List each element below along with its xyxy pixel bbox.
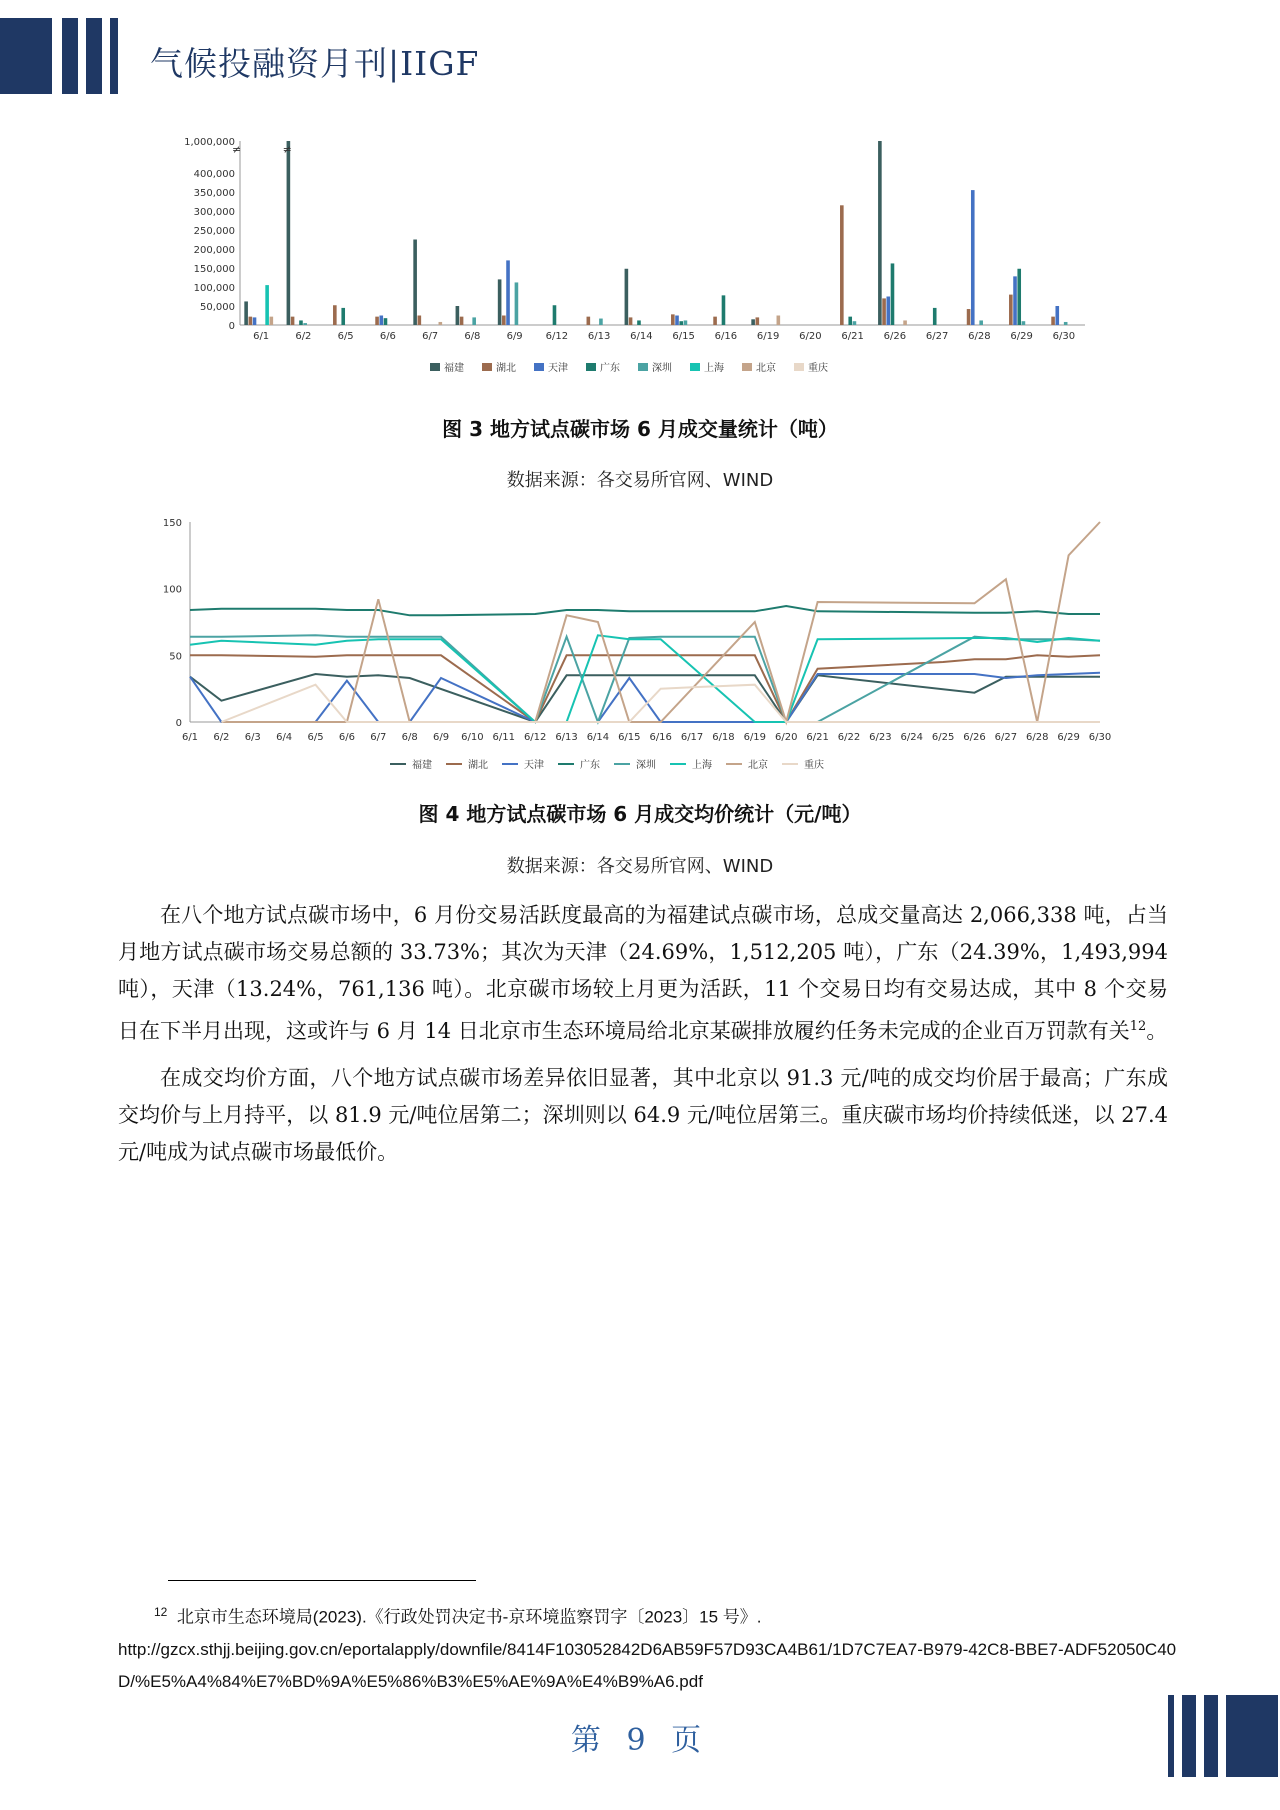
bar: [1013, 276, 1017, 325]
bar: [418, 316, 422, 326]
x-tick-label: 6/24: [900, 732, 923, 743]
price-line-chart: [0, 510, 1280, 790]
x-tick-label: 6/15: [618, 732, 641, 743]
bar: [675, 316, 679, 326]
figure3-caption: 图 3 地方试点碳市场 6 月成交量统计（吨）: [442, 417, 838, 441]
footnote-ref[interactable]: 12: [1129, 1019, 1147, 1034]
legend-label: 福建: [412, 760, 432, 771]
x-tick-label: 6/7: [370, 732, 387, 743]
x-tick-label: 6/6: [338, 732, 355, 743]
bar: [379, 316, 383, 326]
figure4-source: 数据来源：各交易所官网、WIND: [506, 856, 774, 877]
y-tick-label: 350,000: [193, 188, 235, 199]
bar: [1022, 321, 1026, 325]
legend-label: 福建: [444, 363, 464, 374]
bar: [1055, 306, 1059, 325]
x-tick-label: 6/20: [774, 732, 798, 743]
journal-title: 气候投融资月刊|IIGF: [150, 44, 480, 83]
y-tick-label: 250,000: [193, 226, 235, 237]
x-tick-label: 6/30: [1088, 732, 1112, 743]
x-tick-label: 6/13: [555, 732, 578, 743]
legend-label: 北京: [748, 760, 768, 771]
x-tick-label: 6/20: [799, 331, 822, 342]
legend-swatch: [430, 363, 440, 371]
legend-label: 重庆: [808, 363, 828, 374]
y-tick-label: 400,000: [193, 169, 235, 180]
bar: [502, 316, 506, 326]
y-tick-label: 50,000: [200, 302, 235, 313]
legend-label: 广东: [600, 363, 620, 374]
bar: [886, 297, 890, 326]
y-tick-label: 150,000: [193, 264, 235, 275]
bar: [587, 317, 591, 325]
figure4-caption: 图 4 地方试点碳市场 6 月成交均价统计（元/吨）: [418, 802, 862, 826]
page-number: 第 9 页: [570, 1723, 710, 1758]
bar: [679, 321, 683, 325]
bar: [291, 317, 295, 325]
x-tick-label: 6/12: [523, 732, 547, 743]
x-tick-label: 6/12: [545, 331, 569, 342]
paragraph-2: 在成交均价方面，八个地方试点碳市场差异依旧显著，其中北京以 91.3 元/吨的成交均价居于最高；广东成交均价与上月持平，以 81.9 元/吨位居第二；深圳则以 64.9 元/吨位居第三。重庆碳市场均价持续低迷，以 27.4 元/吨成为试点碳市场最低价。: [118, 1066, 1168, 1164]
x-tick-label: 6/19: [756, 331, 780, 342]
bar: [722, 295, 726, 325]
x-tick-label: 6/2: [213, 732, 230, 743]
legend-swatch: [690, 363, 700, 371]
series-line: [190, 655, 1100, 722]
footnote-divider: [168, 1580, 476, 1581]
bar: [460, 317, 464, 325]
x-tick-label: 6/27: [994, 732, 1018, 743]
bar: [384, 318, 388, 325]
x-tick-label: 6/14: [630, 331, 653, 342]
bar: [891, 263, 895, 325]
x-tick-label: 6/7: [422, 331, 439, 342]
legend-swatch: [586, 363, 596, 371]
bar: [629, 317, 633, 325]
bar: [903, 320, 907, 325]
bar: [848, 317, 852, 325]
x-tick-label: 6/21: [806, 732, 829, 743]
y-tick-label: 1,000,000: [184, 137, 235, 148]
x-tick-label: 6/27: [925, 331, 949, 342]
x-tick-label: 6/6: [379, 331, 396, 342]
x-tick-label: 6/21: [841, 331, 864, 342]
legend-label: 上海: [692, 760, 712, 771]
legend-label: 深圳: [636, 760, 656, 771]
x-tick-label: 6/1: [181, 732, 199, 743]
bar: [265, 285, 269, 325]
bar: [625, 269, 629, 325]
x-tick-label: 6/22: [837, 732, 861, 743]
x-tick-label: 6/9: [432, 732, 450, 743]
x-tick-label: 6/16: [714, 331, 738, 342]
x-tick-label: 6/8: [464, 331, 481, 342]
bar: [299, 320, 303, 325]
bar: [751, 319, 755, 325]
bar: [599, 319, 603, 325]
footer-decoration-bars: [1168, 1695, 1278, 1777]
x-tick-label: 6/5: [337, 331, 354, 342]
y-tick-label: 0: [175, 718, 182, 729]
bar: [1017, 269, 1021, 325]
volume-bar-chart: [0, 125, 1280, 525]
bar: [967, 309, 971, 325]
bar: [1051, 317, 1055, 325]
legend-label: 深圳: [652, 363, 672, 374]
x-tick-label: 6/9: [506, 331, 523, 342]
bar: [971, 190, 975, 325]
bar: [472, 317, 476, 325]
x-tick-label: 6/23: [869, 732, 892, 743]
bar: [270, 317, 274, 325]
bar: [253, 317, 257, 325]
x-tick-label: 6/14: [586, 732, 610, 743]
footnote: $^{12}$ 北京市生态环境局(2023).《行政处罚决定书-京环境监察罚字〔2023〕15 号》. http://gzcx.sthjj.beijing.gov.cn/eportalapply/downfile/8414F103052842D6AB59F57D93CA4B61/1D7C7EA7-B979-42C8-BBE7-ADF52050C40D/%E5%A4%84%E7%BD%9A%E5%86%B3%E5%AE%9A%E4%B9%A6.pdf: [118, 1596, 1178, 1698]
bar: [498, 279, 502, 325]
x-tick-label: 6/29: [1010, 331, 1033, 342]
body-text: [118, 897, 1168, 1171]
bar: [1009, 295, 1013, 325]
bar: [456, 306, 460, 325]
x-tick-label: 6/28: [1026, 732, 1049, 743]
axis-break-mark: ≠: [282, 143, 292, 156]
x-tick-label: 6/15: [672, 331, 695, 342]
x-tick-label: 6/29: [1057, 732, 1080, 743]
y-tick-label: 0: [228, 321, 235, 332]
bar: [979, 320, 983, 325]
x-tick-label: 6/17: [680, 732, 704, 743]
y-tick-label: 50: [169, 651, 182, 663]
y-tick-label: 300,000: [193, 207, 235, 218]
legend-swatch: [638, 363, 648, 371]
bar: [287, 141, 291, 325]
y-tick-label: 100: [162, 584, 182, 596]
bar: [637, 320, 641, 325]
bar: [756, 317, 760, 325]
bar: [840, 205, 844, 325]
x-tick-label: 6/16: [649, 732, 672, 743]
bar: [882, 298, 886, 325]
bar: [303, 323, 307, 325]
series-line: [190, 606, 1100, 615]
legend-label: 上海: [704, 363, 724, 374]
legend-swatch: [794, 363, 804, 371]
footnote-url[interactable]: http://gzcx.sthjj.beijing.gov.cn/eportalapply/downfile/8414F103052842D6AB59F57D93CA4B61/1D7C7EA7-B979-42C8-BBE7-ADF52050C40D/%E5%A4%84%E7%BD%9A%E5%86%B3%E5%AE%9A%E4%B9%A6.pdf: [118, 1639, 1177, 1691]
x-tick-label: 6/4: [276, 732, 293, 743]
legend-label: 重庆: [804, 760, 824, 771]
bar: [878, 141, 882, 325]
bar: [249, 317, 253, 325]
bar: [933, 308, 937, 325]
bar: [853, 321, 857, 325]
x-tick-label: 6/11: [492, 732, 516, 743]
bar: [244, 301, 248, 325]
y-tick-label: 200,000: [193, 245, 235, 256]
bar: [413, 240, 417, 326]
legend-label: 天津: [548, 363, 568, 374]
x-tick-label: 6/26: [963, 732, 986, 743]
legend-label: 湖北: [496, 363, 516, 374]
bar: [1064, 322, 1068, 325]
x-tick-label: 6/19: [743, 732, 767, 743]
bar: [777, 316, 781, 326]
paragraph-1: 在八个地方试点碳市场中，6 月份交易活跃度最高的为福建试点碳市场，总成交量高达 2,066,338 吨，占当月地方试点碳市场交易总额的 33.73%；其次为天津（24.69%，1,512,205 吨），广东（24.39%，1,493,994 吨），天津（13.24%，761,136 吨）。北京碳市场较上月更为活跃，11 个交易日均有交易达成，其中 8 个交易日在下半月出现，这或许与 6 月 14 日北京市生态环境局给北京某碳排放履约任务未完成的企业百万罚款有关$^{12}$。: [118, 903, 1168, 1043]
legend-label: 天津: [524, 760, 544, 771]
bar: [713, 317, 717, 325]
legend-label: 北京: [756, 363, 776, 374]
legend-swatch: [742, 363, 752, 371]
x-tick-label: 6/30: [1052, 331, 1076, 342]
legend-swatch: [534, 363, 544, 371]
legend-swatch: [482, 363, 492, 371]
x-tick-label: 6/3: [244, 732, 261, 743]
legend-label: 湖北: [468, 760, 488, 771]
legend-label: 广东: [580, 760, 600, 771]
x-tick-label: 6/25: [931, 732, 955, 743]
y-tick-label: 100,000: [193, 283, 235, 294]
header-decoration-bars: [0, 18, 118, 94]
x-tick-label: 6/26: [883, 331, 907, 342]
x-tick-label: 6/2: [295, 331, 312, 342]
x-tick-label: 6/8: [401, 732, 418, 743]
bar: [684, 320, 688, 325]
y-tick-label: 150: [162, 518, 182, 529]
axis-break-mark: ≠: [232, 143, 242, 156]
bar: [341, 308, 345, 325]
x-tick-label: 6/18: [712, 732, 735, 743]
bar: [439, 322, 443, 325]
bar: [515, 282, 519, 325]
bar: [553, 305, 557, 325]
x-tick-label: 6/10: [461, 732, 484, 743]
bar: [375, 317, 379, 325]
x-tick-label: 6/13: [587, 331, 611, 342]
bar: [506, 260, 510, 325]
x-tick-label: 6/5: [307, 732, 324, 743]
x-tick-label: 6/28: [968, 331, 991, 342]
figure3-source: 数据来源：各交易所官网、WIND: [506, 470, 774, 491]
x-tick-label: 6/1: [253, 331, 270, 342]
bar: [671, 314, 675, 325]
bar: [333, 305, 337, 325]
